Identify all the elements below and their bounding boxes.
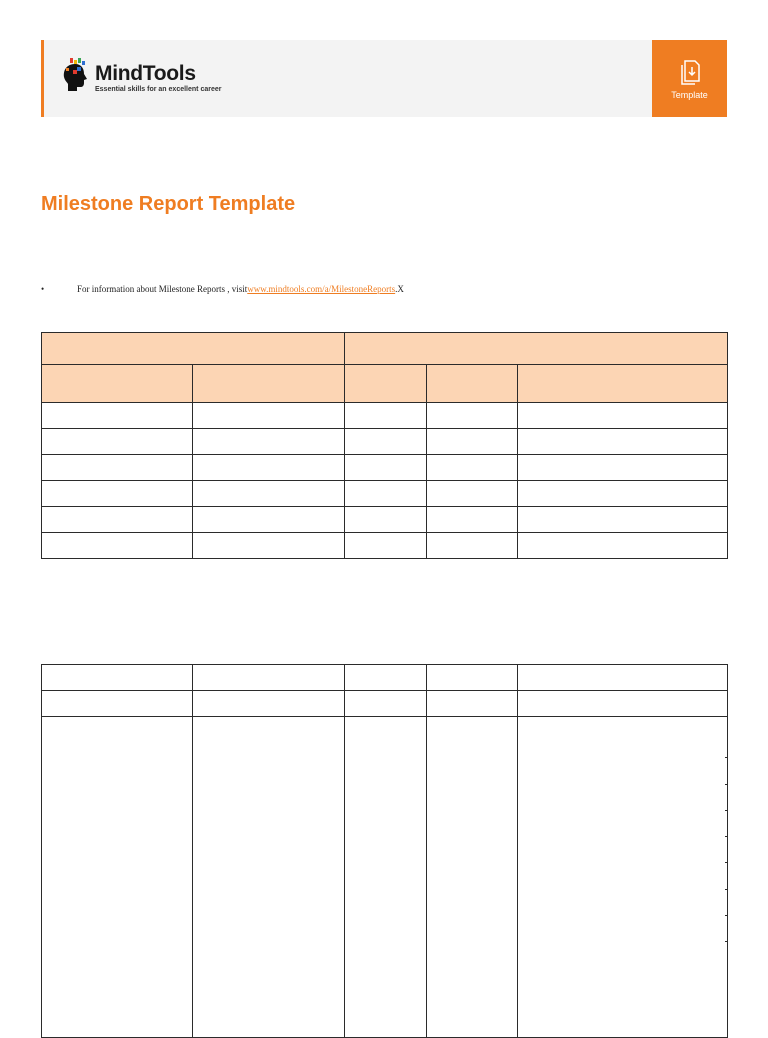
table-cell[interactable] — [42, 533, 193, 559]
template-badge-label: Template — [671, 90, 708, 100]
table-row — [42, 429, 728, 455]
table-cell[interactable] — [42, 403, 193, 429]
table-row — [42, 507, 728, 533]
download-document-icon — [679, 59, 701, 85]
page-title: Milestone Report Template — [41, 193, 296, 215]
milestone-table — [41, 332, 728, 559]
table-cell[interactable] — [345, 691, 427, 717]
table-cell[interactable] — [193, 717, 345, 1038]
table-row — [42, 691, 728, 717]
header-accent-bar — [41, 40, 44, 117]
subheader-cell[interactable] — [345, 365, 427, 403]
table-cell[interactable] — [427, 403, 518, 429]
table-cell[interactable] — [193, 691, 345, 717]
table-row — [42, 665, 728, 691]
header-group-cell[interactable] — [42, 333, 345, 365]
table-cell[interactable] — [427, 533, 518, 559]
brand-text — [95, 58, 221, 93]
table-cell[interactable] — [518, 403, 728, 429]
table-cell[interactable] — [193, 429, 345, 455]
brand-name: MindTools — [95, 62, 196, 85]
brand-tagline: Essential skills for an excellent career — [95, 86, 222, 93]
row-tick-mark — [725, 915, 728, 916]
info-bullet-line — [41, 284, 404, 294]
table-cell[interactable] — [427, 455, 518, 481]
second-table — [41, 664, 728, 1038]
table-cell[interactable] — [427, 507, 518, 533]
table-cell[interactable] — [42, 429, 193, 455]
row-tick-mark — [725, 757, 728, 758]
row-tick-mark — [725, 836, 728, 837]
table-cell[interactable] — [345, 481, 427, 507]
table-cell[interactable] — [518, 717, 728, 1038]
table-cell[interactable] — [427, 429, 518, 455]
info-suffix: .X — [395, 284, 404, 294]
brain-head-icon — [61, 58, 91, 94]
table-cell[interactable] — [193, 665, 345, 691]
header-group-cell[interactable] — [345, 333, 728, 365]
table-cell[interactable] — [345, 507, 427, 533]
table-cell[interactable] — [427, 481, 518, 507]
table-header-row — [42, 333, 728, 365]
subheader-cell[interactable] — [518, 365, 728, 403]
table-cell[interactable] — [345, 665, 427, 691]
row-tick-mark — [725, 941, 728, 942]
table-cell[interactable] — [427, 717, 518, 1038]
row-tick-mark — [725, 810, 728, 811]
row-tick-mark — [725, 889, 728, 890]
table-row — [42, 403, 728, 429]
table-cell[interactable] — [193, 533, 345, 559]
table-cell[interactable] — [42, 691, 193, 717]
table-cell[interactable] — [518, 481, 728, 507]
table-cell[interactable] — [345, 455, 427, 481]
table-cell[interactable] — [518, 533, 728, 559]
bullet-marker: • — [41, 284, 45, 294]
table-subheader-row — [42, 365, 728, 403]
brand-logo[interactable] — [61, 58, 221, 98]
table-cell[interactable] — [42, 717, 193, 1038]
table-cell[interactable] — [518, 691, 728, 717]
table-cell[interactable] — [345, 533, 427, 559]
table-cell[interactable] — [193, 507, 345, 533]
template-download-button[interactable] — [652, 40, 727, 117]
table-cell[interactable] — [518, 665, 728, 691]
table-cell[interactable] — [518, 429, 728, 455]
table-cell[interactable] — [518, 455, 728, 481]
info-text: For information about Milestone Reports , visit — [77, 284, 248, 294]
table-cell[interactable] — [345, 429, 427, 455]
subheader-cell[interactable] — [427, 365, 518, 403]
table-row — [42, 533, 728, 559]
header-banner — [41, 40, 727, 117]
table-cell[interactable] — [193, 455, 345, 481]
milestone-reports-link[interactable]: www.mindtools.com/a/MilestoneReports — [247, 284, 396, 294]
row-tick-mark — [725, 862, 728, 863]
table-cell[interactable] — [42, 455, 193, 481]
table-cell[interactable] — [193, 403, 345, 429]
table-cell[interactable] — [427, 665, 518, 691]
row-tick-mark — [725, 784, 728, 785]
table-cell[interactable] — [345, 717, 427, 1038]
table-row — [42, 717, 728, 1038]
table-row — [42, 481, 728, 507]
table-cell[interactable] — [193, 481, 345, 507]
subheader-cell[interactable] — [193, 365, 345, 403]
table-cell[interactable] — [518, 507, 728, 533]
table-cell[interactable] — [427, 691, 518, 717]
table-cell[interactable] — [42, 507, 193, 533]
table-row — [42, 455, 728, 481]
table-cell[interactable] — [42, 481, 193, 507]
table-cell[interactable] — [42, 665, 193, 691]
table-cell[interactable] — [345, 403, 427, 429]
subheader-cell[interactable] — [42, 365, 193, 403]
